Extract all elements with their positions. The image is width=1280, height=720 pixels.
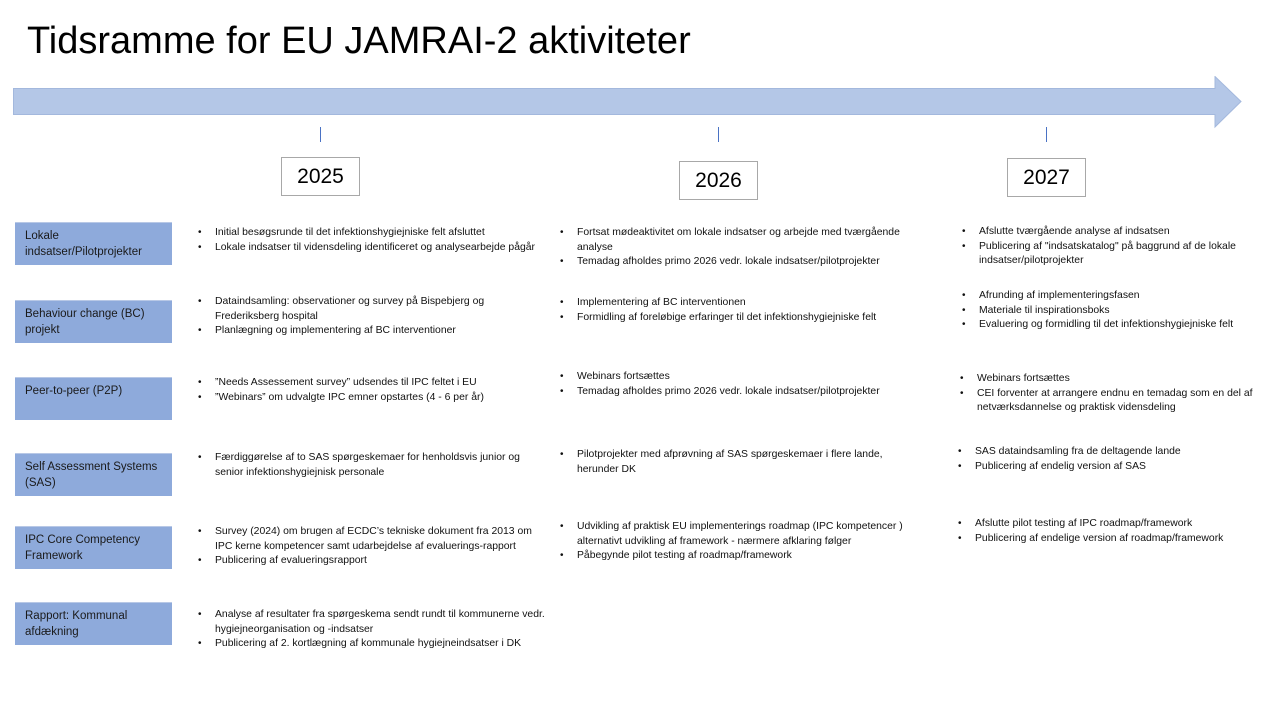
category-peer-to-peer: Peer-to-peer (P2P): [15, 377, 172, 420]
list-item: • Evaluering og formidling til det infektionshygiejniske felt: [959, 318, 1269, 333]
category-kommunal-afdaekning: Rapport: Kommunal afdækning: [15, 602, 172, 645]
year-tick-2025: [320, 127, 321, 142]
year-label-2027: 2027: [1007, 158, 1086, 197]
timeline-arrow: [13, 76, 1243, 130]
category-self-assessment: Self Assessment Systems (SAS): [15, 453, 172, 496]
row-ipc-2026: [557, 520, 912, 564]
row-p2p-2025: [195, 376, 535, 405]
row-kommunal-2025: [195, 608, 550, 652]
row-lokale-2026: [557, 226, 937, 270]
list-item: • Analyse af resultater fra spørgeskema sendt rundt til kommunerne vedr. hygiejneorganisation og -indsatser: [195, 608, 550, 637]
list-item: • Webinars fortsættes: [957, 372, 1262, 387]
list-item: • CEI forventer at arrangere endnu en temadag som en del af netværksdannelse og praktisk vidensdeling: [957, 387, 1262, 416]
list-item: • Påbegynde pilot testing af roadmap/framework: [557, 549, 912, 564]
row-ipc-2027: [955, 517, 1260, 546]
list-item: • ”Needs Assessement survey” udsendes til IPC feltet i EU: [195, 376, 535, 391]
list-item: • Temadag afholdes primo 2026 vedr. lokale indsatser/pilotprojekter: [557, 255, 937, 270]
list-item: • Publicering af 2. kortlægning af kommunale hygiejneindsatser i DK: [195, 637, 550, 652]
list-item: • Webinars fortsættes: [557, 370, 937, 385]
list-item: • Formidling af foreløbige erfaringer til det infektionshygiejniske felt: [557, 311, 937, 326]
list-item: • Survey (2024) om brugen af ECDC’s tekniske dokument fra 2013 om IPC kerne kompetencer samt udarbejdelse af evaluerings-rapport: [195, 525, 540, 554]
row-bc-2027: [959, 289, 1269, 333]
list-item: • Planlægning og implementering af BC interventioner: [195, 324, 495, 339]
row-bc-2026: [557, 296, 937, 325]
list-item: • Implementering af BC interventionen: [557, 296, 937, 311]
list-item: • Afrunding af implementeringsfasen: [959, 289, 1269, 304]
row-sas-2026: [557, 448, 917, 477]
row-bc-2025: [195, 295, 495, 339]
page-title: Tidsramme for EU JAMRAI-2 aktiviteter: [27, 20, 691, 62]
list-item: • Afslutte pilot testing af IPC roadmap/framework: [955, 517, 1260, 532]
category-behaviour-change: Behaviour change (BC) projekt: [15, 300, 172, 343]
row-p2p-2026: [557, 370, 937, 399]
category-ipc-framework: IPC Core Competency Framework: [15, 526, 172, 569]
list-item: • Lokale indsatser til vidensdeling identificeret og analysearbejde pågår: [195, 241, 545, 256]
year-tick-2027: [1046, 127, 1047, 142]
list-item: • SAS dataindsamling fra de deltagende lande: [955, 445, 1255, 460]
list-item: • Færdiggørelse af to SAS spørgeskemaer for henholdsvis junior og senior infektionshygiejnisk personale: [195, 451, 545, 480]
list-item: • Initial besøgsrunde til det infektionshygiejniske felt afsluttet: [195, 226, 545, 241]
row-sas-2027: [955, 445, 1255, 474]
row-lokale-2027: [959, 225, 1259, 269]
category-lokale-indsatser: Lokale indsatser/Pilotprojekter: [15, 222, 172, 265]
list-item: • Pilotprojekter med afprøvning af SAS spørgeskemaer i flere lande, herunder DK: [557, 448, 917, 477]
list-item: • Temadag afholdes primo 2026 vedr. lokale indsatser/pilotprojekter: [557, 385, 937, 400]
year-label-2026: 2026: [679, 161, 758, 200]
row-sas-2025: [195, 451, 545, 480]
list-item: • Dataindsamling: observationer og survey på Bispebjerg og Frederiksberg hospital: [195, 295, 495, 324]
list-item: • Afslutte tværgående analyse af indsatsen: [959, 225, 1259, 240]
list-item: • Publicering af "indsatskatalog" på baggrund af de lokale indsatser/pilotprojekter: [959, 240, 1259, 269]
list-item: • Publicering af endelig version af SAS: [955, 460, 1255, 475]
list-item: • Publicering af endelige version af roadmap/framework: [955, 532, 1260, 547]
row-ipc-2025: [195, 525, 540, 569]
list-item: • Publicering af evalueringsrapport: [195, 554, 540, 569]
list-item: • Materiale til inspirationsboks: [959, 304, 1269, 319]
list-item: • Fortsat mødeaktivitet om lokale indsatser og arbejde med tværgående analyse: [557, 226, 937, 255]
row-lokale-2025: [195, 226, 545, 255]
year-label-2025: 2025: [281, 157, 360, 196]
list-item: • ”Webinars” om udvalgte IPC emner opstartes (4 - 6 per år): [195, 391, 535, 406]
row-p2p-2027: [957, 372, 1262, 416]
list-item: • Udvikling af praktisk EU implementerings roadmap (IPC kompetencer ) alternativt udvikling af framework - nærmere afklaring følger: [557, 520, 912, 549]
year-tick-2026: [718, 127, 719, 142]
